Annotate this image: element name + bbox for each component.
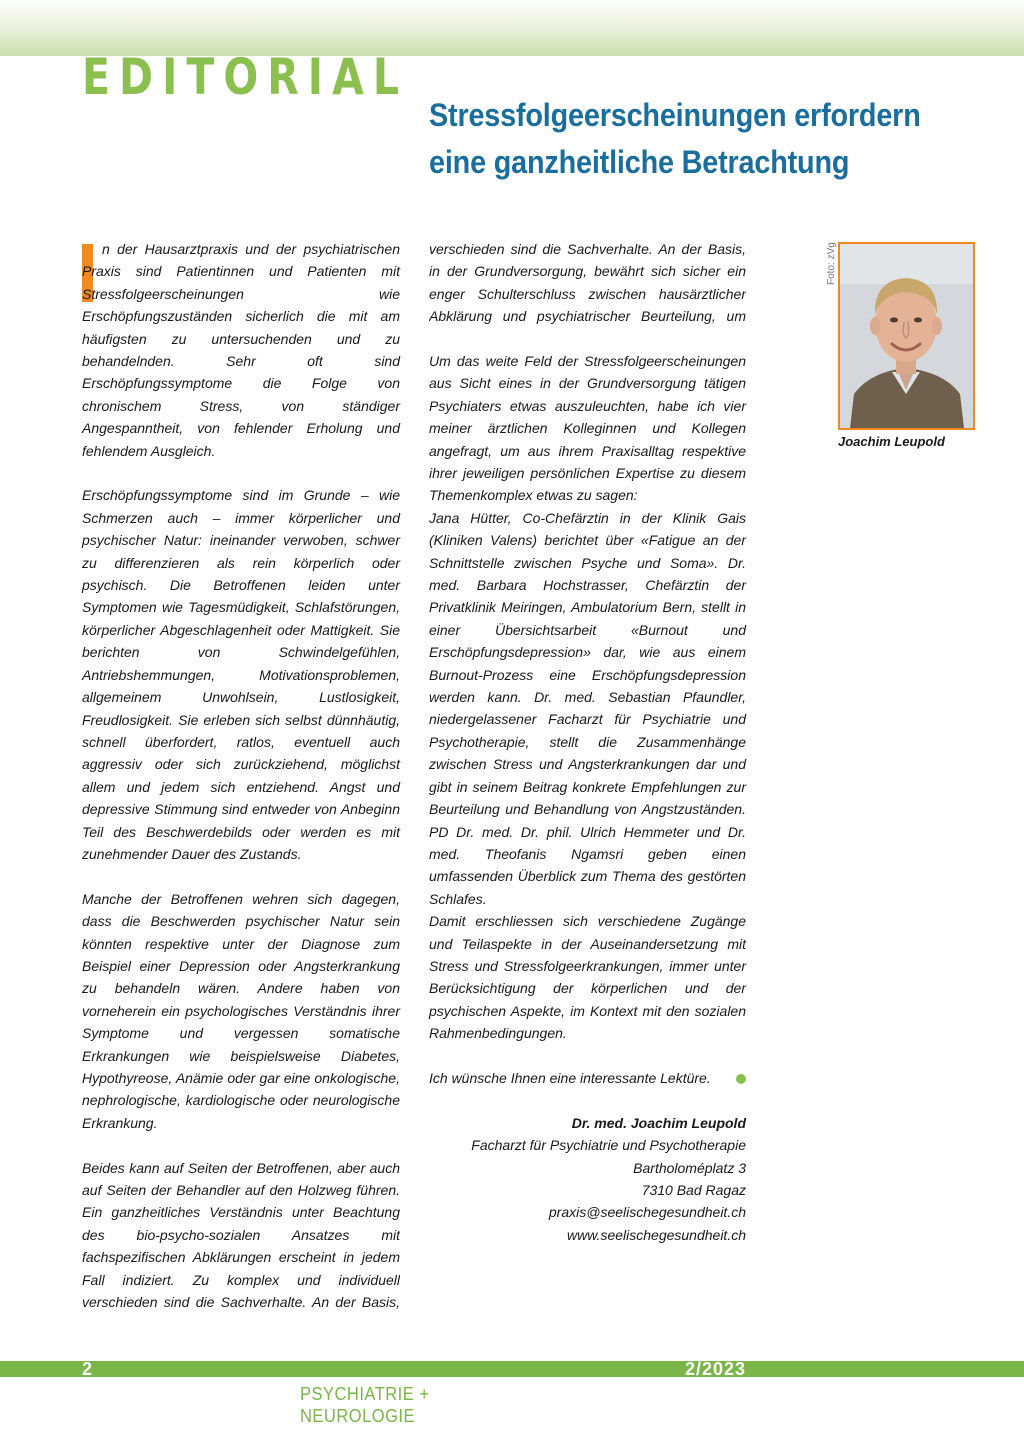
article-headline	[429, 92, 933, 186]
author-city: 7310 Bad Ragaz	[641, 1181, 746, 1198]
article-paragraph: Damit erschliessen sich verschiedene Zugänge und Teilaspekte in der Auseinandersetzung mit Stress und Stressfolgeerkrankungen, immer unter Berücksichtigung der körperlichen und der psychischen Aspekte, im Kontext mit den sozialen Rahmenbedingungen.	[429, 913, 746, 1042]
author-street: Bartholoméplatz 3	[633, 1159, 746, 1176]
photo-credit: Foto: zVg	[826, 242, 837, 285]
author-portrait	[838, 242, 975, 430]
closing-text: Ich wünsche Ihnen eine interessante Lektüre.	[429, 1069, 711, 1086]
end-mark-dot	[736, 1074, 746, 1084]
closing-line	[429, 1067, 746, 1089]
page-number: 2	[82, 1359, 93, 1379]
article-paragraph-split: Beides kann auf Seiten der Betroffenen, aber auch auf Seiten der Behandler auf den Holzweg führen. Ein ganzheitliches Verständnis unter Beachtung des bio-psycho-sozialen Ansatzes mit fachspezifischen Abklärungen erscheint in jedem Fall indiziert. Zu komplex und individuell verschieden sind die Sachverhalte. An der Basis,	[82, 1159, 400, 1311]
author-name: Dr. med. Joachim Leupold	[571, 1114, 746, 1131]
headline-line-2: eine ganzheitliche Betrachtung	[429, 144, 850, 180]
portrait-illustration	[840, 244, 973, 428]
article-paragraph: Jana Hütter, Co-Chefärztin in der Klinik Gais (Kliniken Valens) berichtet über «Fatigue an der Schnittstelle zwischen Psyche und Soma». Dr. med. Barbara Hochstrasser, Chefärztin der Privatklinik Meiringen, Ambulatorium Bern, stellt in einer Übersichtsarbeit «Burnout und Erschöpfungsdepression» dar, wie aus einem Burnout-Prozess eine Erschöpfungsdepression werden kann. Dr. med. Sebastian Pfaundler, niedergelassener Facharzt für Psychiatrie und Psychotherapie, stellt die Zusammenhänge zwischen Stress und Angsterkrankungen dar und gibt in seinem Beitrag konkrete Empfehlungen zur Beurteilung und Behandlung von Angstzuständen. PD Dr. med. Dr. phil. Ulrich Hemmeter und Dr. med. Theofanis Ngamsri geben einen umfassenden Überblick zum Thema des gestörten Schlafes.	[429, 509, 746, 907]
intro-text: n der Hausarztpraxis und der psychiatrischen Praxis sind Patientinnen und Patienten mit Stressfolgeerscheinungen wie Erschöpfungszuständen sicherlich die mit am häufigsten zu untersuchenden und zu behandelnden. Sehr oft sind Erschöpfungssymptome die Folge von chronischem Stress, von ständiger Angespanntheit, von fehlender Erholung und fehlendem Ausgleich.	[82, 241, 400, 459]
footer-band	[0, 1361, 1024, 1377]
article-paragraph: Manche der Betroffenen wehren sich dagegen, dass die Beschwerden psychischer Natur sein könnten respektive unter der Diagnose zum Beispiel einer Depression oder Angsterkrankung zu behandeln wären. Andere haben von vorneherein ein psychologisches Verständnis ihrer Symptome und vergessen somatische Erkrankungen wie beispielsweise Diabetes, Hypothyreose, Anämie oder gar eine onkologische, nephrologische, kardiologische oder neurologische Erkrankung.	[82, 890, 400, 1131]
section-label: EDITORIAL	[82, 48, 408, 106]
intro-paragraph	[82, 238, 400, 462]
article-paragraph: Erschöpfungssymptome sind im Grunde – wie Schmerzen auch – immer körperlicher und psychischer Natur: ineinander verwoben, schwer zu differenzieren als rein körperlich oder psychisch. Die Betroffenen leiden unter Symptomen wie Tagesmüdigkeit, Schlafstörungen, körperlicher Abgeschlagenheit oder Mattigkeit. Sie berichten von Schwindelgefühlen, Antriebshemmungen, Motivationsproblemen, allgemeinem Unwohlsein, Lustlosigkeit, Freudlosigkeit. Sie erleben sich selbst dünnhäutig, schnell überfordert, ratlos, eventuell auch aggressiv oder sich zurückziehend, möglichst allem und jedem sich entziehend. Angst und depressive Stimmung sind entweder von Anbeginn Teil des Beschwerdebilds oder werden es mit zunehmender Dauer des Zustands.	[82, 487, 400, 862]
article-column-middle	[429, 238, 746, 1246]
article-paragraph: Um das weite Feld der Stressfolgeerscheinungen aus Sicht eines in der Grundversorgung tätigen Psychiaters etwas auszuleuchten, habe ich vier meiner ärztlichen Kolleginnen und Kollegen angefragt, um aus ihrem Praxisalltag respektive ihrer jeweiligen persönlichen Expertise zu diesem Themenkomplex etwas zu sagen:	[429, 352, 746, 504]
article-column-left	[82, 238, 400, 1313]
author-website[interactable]: www.seelischegesundheit.ch	[567, 1226, 746, 1243]
issue-number: 2/2023	[684, 1359, 746, 1379]
journal-name: PSYCHIATRIE + NEUROLOGIE	[300, 1384, 430, 1426]
headline-line-1: Stressfolgeerscheinungen erfordern	[429, 97, 921, 133]
author-email[interactable]: praxis@seelischegesundheit.ch	[548, 1204, 746, 1221]
continued-text: verschieden sind die Sachverhalte. An der Basis, in der Grundversorgung, bewährt sich sicher ein enger Schulterschluss zwischen hausärztlicher Abklärung und psychiatrischer Beurteilung, um	[429, 241, 746, 325]
author-title: Facharzt für Psychiatrie und Psychotherapie	[471, 1137, 746, 1154]
article-paragraph-continued	[429, 238, 746, 328]
author-signature	[429, 1112, 746, 1246]
photo-caption: Joachim Leupold	[838, 434, 945, 449]
